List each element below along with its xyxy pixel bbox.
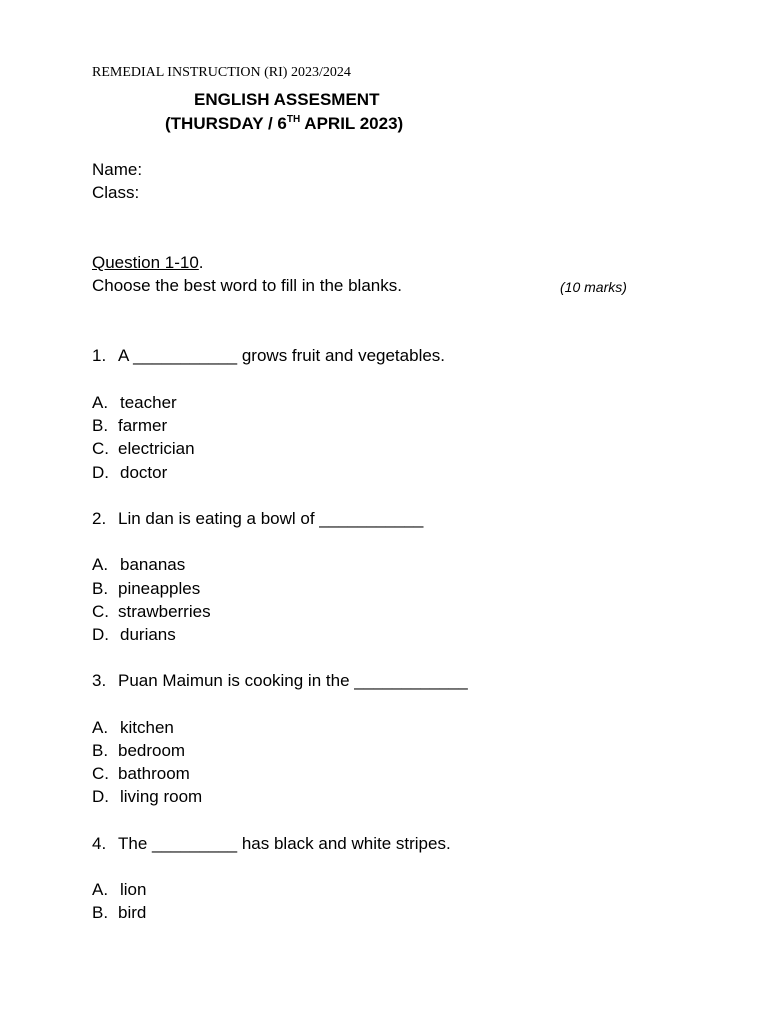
question-1	[92, 346, 445, 366]
question-2-option-b	[92, 579, 200, 599]
question-number: 3.	[92, 671, 107, 690]
question-text: A ___________ grows fruit and vegetables.	[118, 346, 446, 365]
option-text: pineapples	[118, 579, 201, 598]
question-3-option-d	[92, 787, 202, 807]
question-1-option-c	[92, 439, 195, 459]
option-letter: D.	[92, 463, 109, 482]
question-2-option-a	[92, 555, 185, 575]
assessment-title: ENGLISH ASSESMENT	[194, 90, 380, 109]
section-heading-text: Question 1-10	[92, 253, 199, 272]
date-superscript: TH	[286, 114, 301, 125]
option-text: bedroom	[118, 741, 186, 760]
question-text: Puan Maimun is cooking in the ____________	[118, 671, 468, 690]
option-text: bird	[118, 903, 147, 922]
option-letter: A.	[92, 880, 109, 899]
question-number: 1.	[92, 346, 107, 365]
option-letter: D.	[92, 787, 109, 806]
option-text: lion	[120, 880, 147, 899]
question-2	[92, 509, 423, 529]
option-text: durians	[120, 625, 176, 644]
option-letter: A.	[92, 555, 109, 574]
option-letter: A.	[92, 393, 109, 412]
option-text: kitchen	[120, 718, 174, 737]
option-letter: D.	[92, 625, 109, 644]
option-letter: B.	[92, 416, 109, 435]
option-text: farmer	[118, 416, 168, 435]
option-letter: C.	[92, 764, 109, 783]
program-header: REMEDIAL INSTRUCTION (RI) 2023/2024	[92, 65, 351, 80]
question-2-option-d	[92, 625, 176, 645]
question-4	[92, 834, 451, 854]
date-suffix: APRIL 2023)	[300, 114, 404, 133]
question-4-option-a	[92, 880, 146, 900]
option-letter: B.	[92, 903, 109, 922]
question-1-option-b	[92, 416, 167, 436]
option-text: living room	[120, 787, 203, 806]
option-text: doctor	[120, 463, 168, 482]
question-3-option-a	[92, 718, 174, 738]
section-heading	[92, 253, 204, 273]
question-3-option-b	[92, 741, 185, 761]
option-letter: B.	[92, 579, 109, 598]
option-letter: C.	[92, 602, 109, 621]
option-text: bananas	[120, 555, 186, 574]
question-3-option-c	[92, 764, 190, 784]
section-instruction: Choose the best word to fill in the blanks.	[92, 276, 402, 295]
option-letter: A.	[92, 718, 109, 737]
class-label: Class:	[92, 183, 140, 202]
option-text: electrician	[118, 439, 195, 458]
question-text: Lin dan is eating a bowl of ___________	[118, 509, 424, 528]
option-text: bathroom	[118, 764, 190, 783]
section-heading-period: .	[198, 253, 204, 272]
question-1-option-d	[92, 463, 167, 483]
date-prefix: (THURSDAY / 6	[165, 114, 287, 133]
question-4-option-b	[92, 903, 146, 923]
assessment-date	[165, 114, 403, 134]
section-marks: (10 marks)	[560, 279, 627, 295]
option-text: teacher	[120, 393, 177, 412]
name-label: Name:	[92, 160, 143, 179]
question-1-option-a	[92, 393, 177, 413]
option-letter: B.	[92, 741, 109, 760]
question-number: 4.	[92, 834, 107, 853]
option-letter: C.	[92, 439, 109, 458]
option-text: strawberries	[118, 602, 211, 621]
question-number: 2.	[92, 509, 107, 528]
question-2-option-c	[92, 602, 211, 622]
question-3	[92, 671, 468, 691]
question-text: The _________ has black and white stripes.	[118, 834, 451, 853]
